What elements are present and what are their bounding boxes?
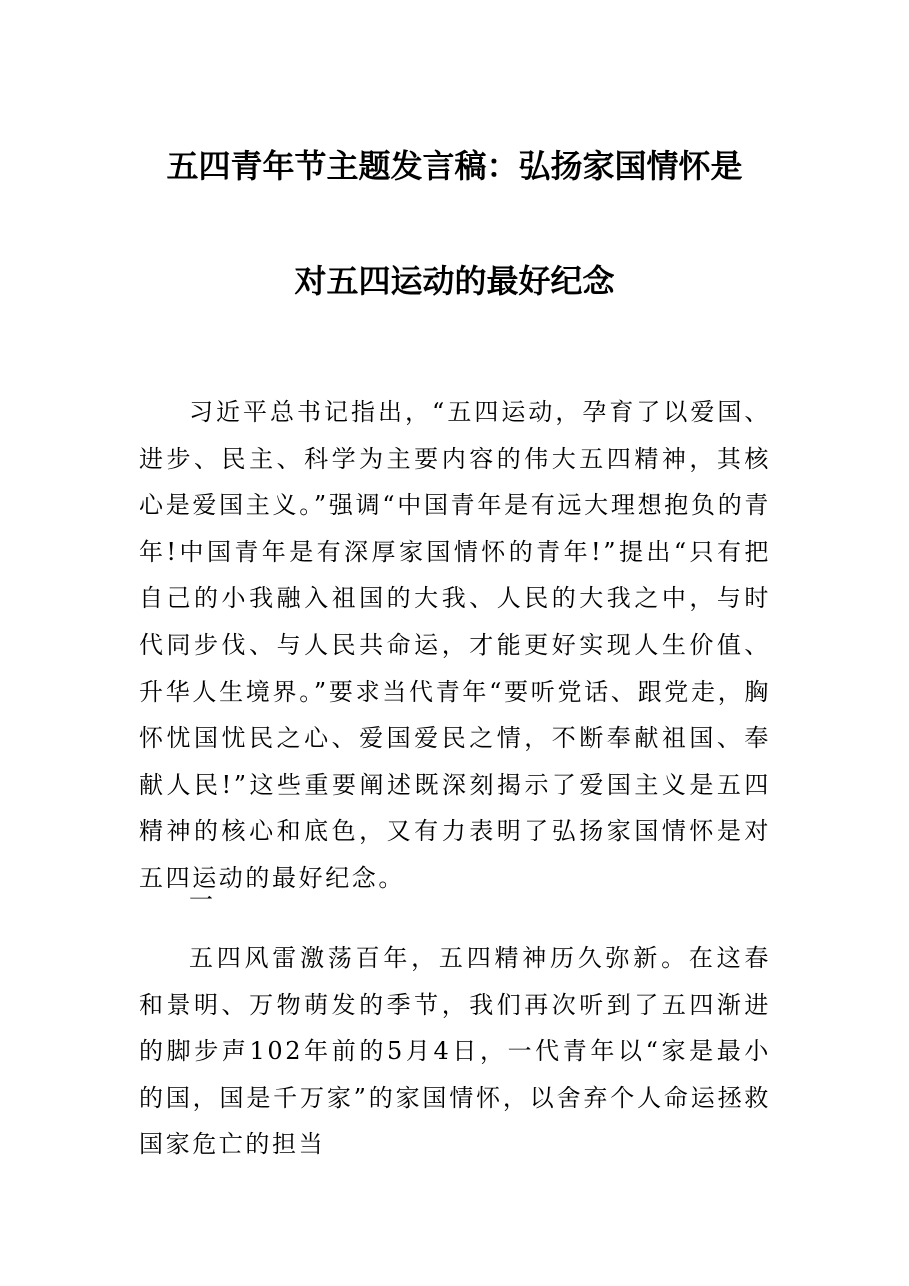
body-paragraph-1: 习近平总书记指出，“五四运动，孕育了以爱国、进步、民主、科学为主要内容的伟大五四精神，其核心是爱国主义。”强调“中国青年是有远大理想抱负的青年!中国青年是有深厚家国情怀的青年!”提出“只有把自己的小我融入祖国的大我、人民的大我之中，与时代同步伐、与人民共命运，才能更好实现人生价值、升华人生境界。”要求当代青年“要听党话、跟党走，胸怀忧国忧民之心、爱国爱民之情，不断奉献祖国、奉献人民!”这些重要阐述既深刻揭示了爱国主义是五四精神的核心和底色，又有力表明了弘扬家国情怀是对五四运动的最好纪念。 — [139, 398, 771, 892]
body-paragraph-2: 五四风雷激荡百年，五四精神历久弥新。在这春和景明、万物萌发的季节，我们再次听到了五四渐进的脚步声102年前的5月4日，一代青年以“家是最小的国，国是千万家”的家国情怀，以舍弃个人命运拯救国家危亡的担当 — [139, 944, 771, 1159]
section-number: 一 — [189, 886, 213, 914]
document-title-line-1: 五四青年节主题发言稿：弘扬家国情怀是 — [166, 147, 743, 185]
document-title-line-2: 对五四运动的最好纪念 — [294, 262, 615, 300]
